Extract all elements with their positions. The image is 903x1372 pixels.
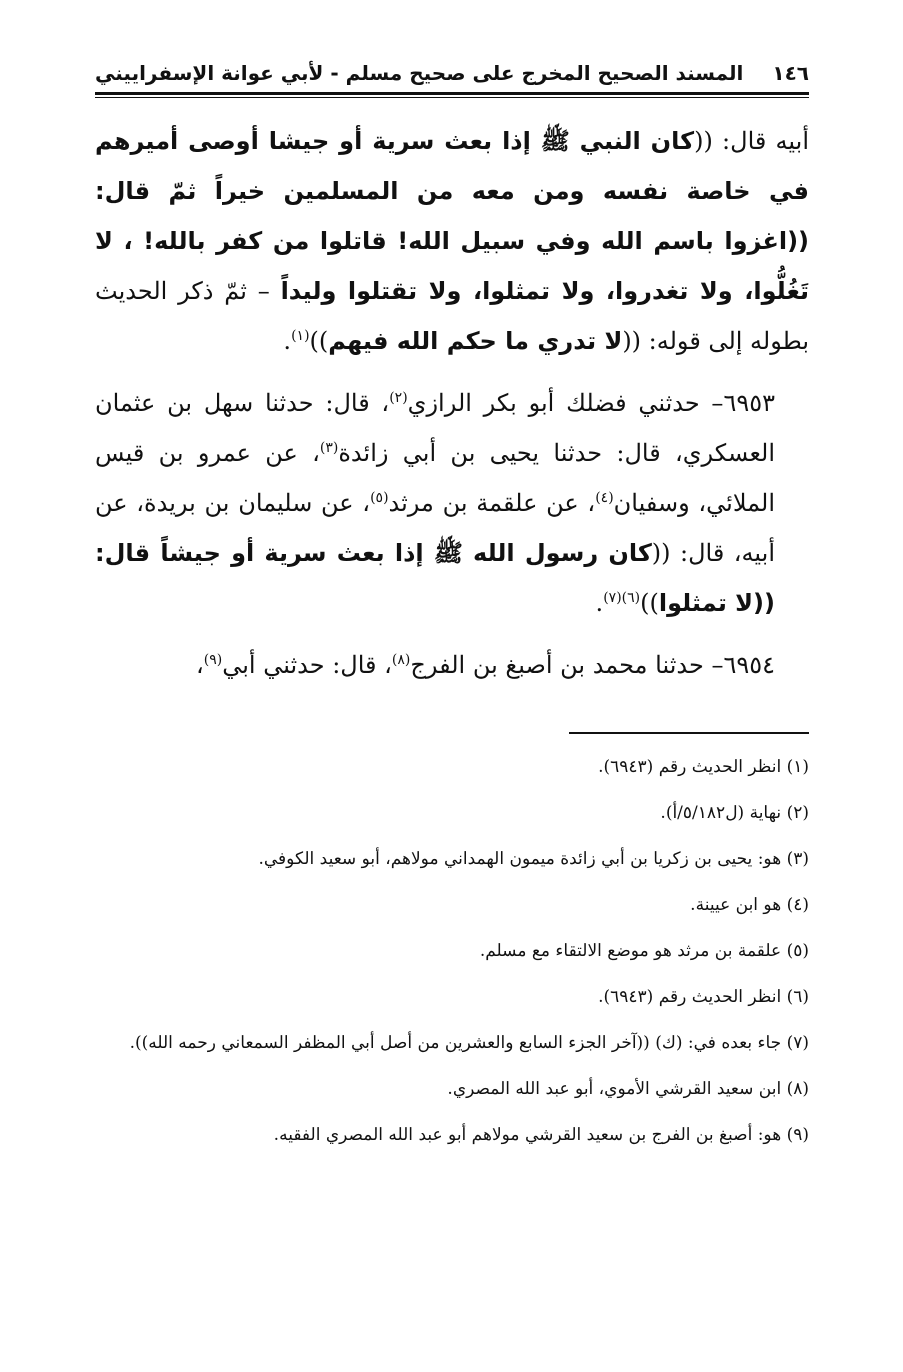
text-run: ، قال: حدثنا سهل بن عثمان العسكري، قال: حدثنا يحيى بن أبي زائدة [95,389,776,467]
text-run: – حدثنا محمد بن أصبغ بن الفرج [410,651,724,679]
running-title: المسند الصحيح المخرج على صحيح مسلم - لأبي عوانة الإسفراييني [95,61,744,85]
hadith-matn: لا تدري ما حكم الله فيهم [328,327,623,355]
paragraph-continuation [95,116,809,366]
footnote-ref[interactable]: (٦) [621,590,641,606]
running-head [95,58,809,90]
footnote-ref[interactable]: (٣) [319,440,339,456]
footnote-1: (١) انظر الحديث رقم (٦٩٤٣). [598,757,809,777]
footnote-6: (٦) انظر الحديث رقم (٦٩٤٣). [598,987,809,1007]
footnote-7: (٧) جاء بعده في: (ك) ((آخر الجزء السابع والعشرين من أصل أبي المظفر السمعاني رحمه الله)). [129,1033,809,1053]
hadith-matn: كان رسول الله ﷺ إذا بعث سرية أو جيشاً قال: ((لا تمثلوا [95,539,775,617]
text-run: ، عن عمرو بن قيس الملائي، وسفيان [95,439,775,517]
hadith-6953 [95,378,809,628]
footnote-5: (٥) علقمة بن مرثد هو موضع الالتقاء مع مسلم. [479,941,809,961]
footnote-ref[interactable]: (٩) [203,652,223,668]
hadith-number: ٦٩٥٣ [723,389,775,417]
text-run: أبيه قال: (( [694,127,809,155]
footnote-ref[interactable]: (١) [291,328,310,344]
page [95,58,809,1170]
footnote-separator [569,732,809,734]
body-text [95,116,809,690]
footnote-ref[interactable]: (٧) [603,590,622,606]
text-run: ، [196,651,204,679]
hadith-number: ٦٩٥٤ [723,651,775,679]
text-run: )) [309,327,329,355]
text-run: ، عن علقمة بن مرثد [388,489,596,517]
footnote-9: (٩) هو: أصبغ بن الفرج بن سعيد القرشي مولاهم أبو عبد الله المصري الفقيه. [273,1125,809,1145]
text-run: – حدثني فضلك أبو بكر الرازي [407,389,724,417]
footnote-3: (٣) هو: يحيى بن زكريا بن أبي زائدة ميمون الهمداني مولاهم، أبو سعيد الكوفي. [258,849,809,869]
footnotes [95,756,809,1147]
header-rule-thin [95,97,809,98]
page-number: ١٤٦ [772,61,809,85]
footnote-2: (٢) نهاية (ل٥/١٨٢/أ). [660,803,809,823]
text-run: . [595,589,604,617]
footnote-ref[interactable]: (٤) [595,490,614,506]
header-rule [95,92,809,95]
hadith-matn: كان النبي ﷺ إذا بعث سرية أو جيشا أوصى أميرهم في خاصة نفسه ومن معه من المسلمين خيراً ثمّ قال: ((اغزوا باسم الله وفي سبيل الله! قاتلوا من كفر بالله! ، لا تَغُلُّوا، ولا تغدروا، ولا تمثلوا، ولا تقتلوا وليداً [95,127,810,305]
text-run: . [283,327,292,355]
text-run: ، عن سليمان بن بريدة، عن أبيه، قال: (( [95,489,775,567]
footnote-4: (٤) هو ابن عيينة. [690,895,809,915]
footnote-ref[interactable]: (٥) [370,490,389,506]
footnote-ref[interactable]: (٢) [389,390,408,406]
footnote-8: (٨) ابن سعيد القرشي الأموي، أبو عبد الله المصري. [447,1079,809,1099]
text-run: ، قال: حدثني أبي [222,651,392,679]
text-run: )) [640,589,659,617]
text-run: – ثمّ ذكر الحديث بطوله إلى قوله: (( [95,277,809,355]
footnote-ref[interactable]: (٨) [391,652,411,668]
hadith-6954 [95,640,809,690]
